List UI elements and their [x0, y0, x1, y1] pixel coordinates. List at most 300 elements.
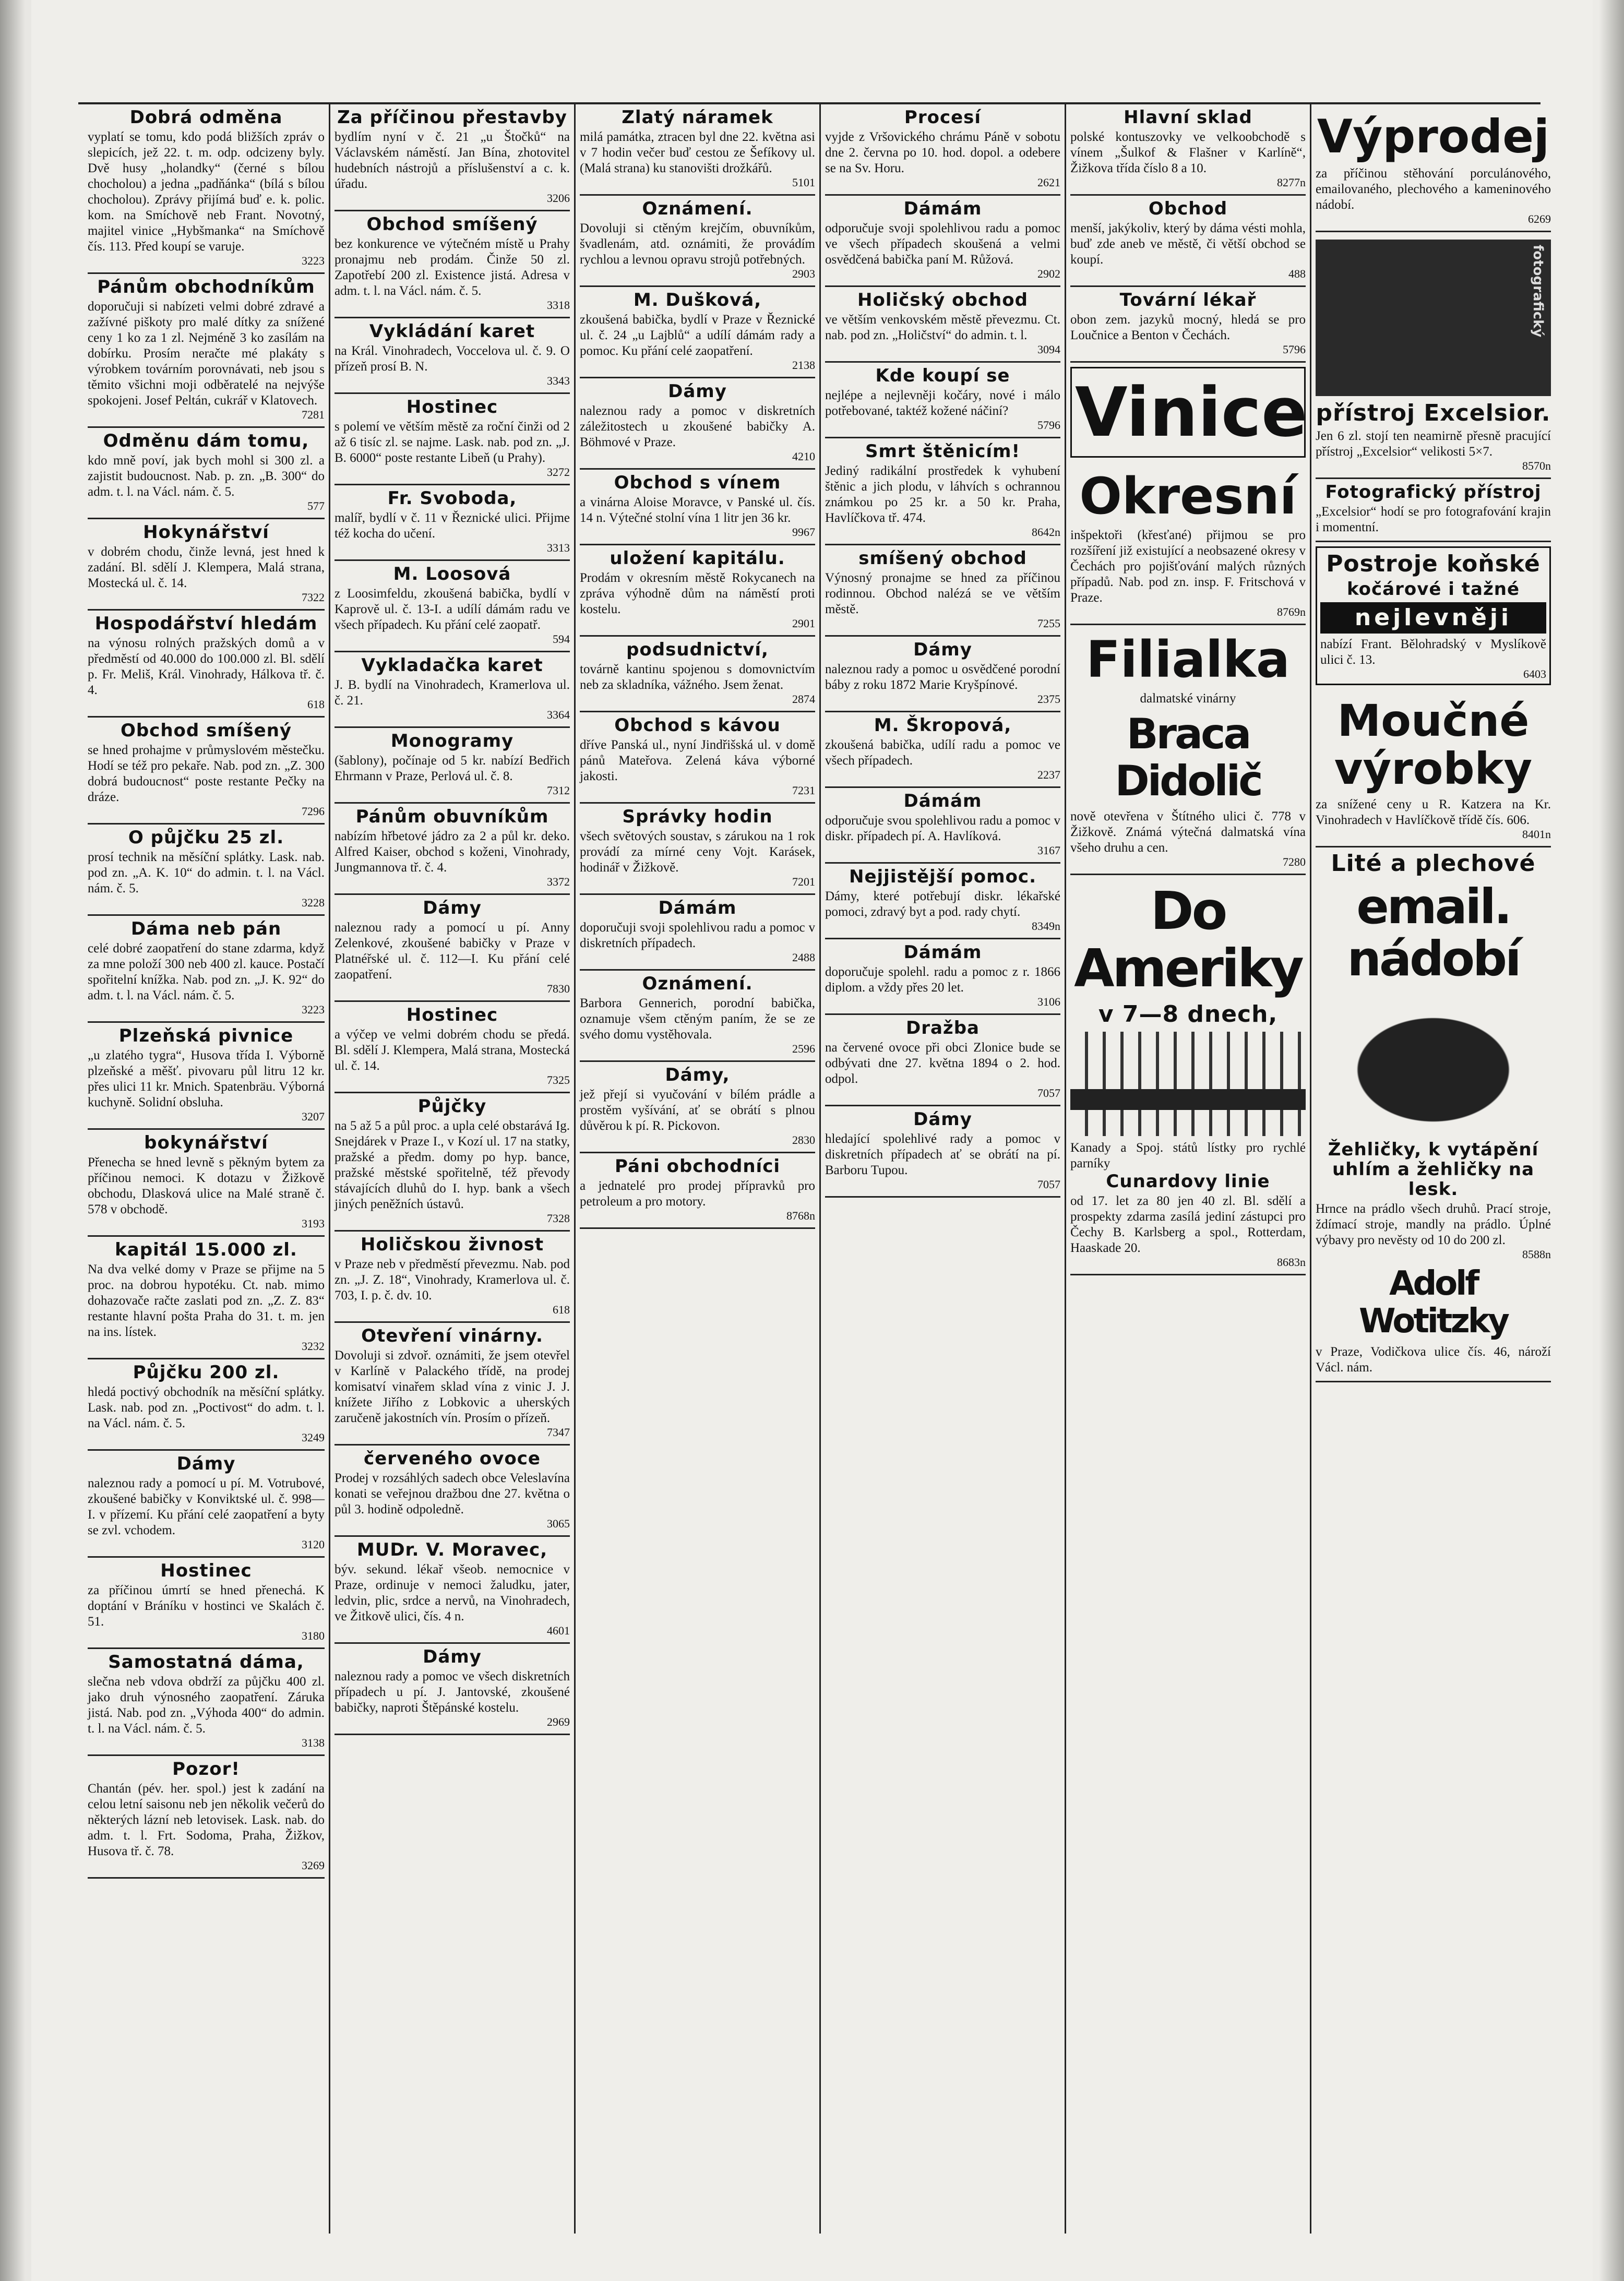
- ad-body: býv. sekund. lékař všeob. nemocnice v Praze, ordinuje v nemoci žaludku, jater, ledvin, plic, srdce a nervů, na Vinohradech, ve Žitkově ulici, čís. 4 n.: [335, 1562, 570, 1623]
- amerika-note: od 17. let za 80 jen 40 zl. Bl. sdělí a prospekty zdarma zasílá jediní zástupci pro Čechy B. Karlsberg a spol., Rotterdam, Haaskade 20.: [1070, 1194, 1306, 1255]
- ad-body: Prodej v rozsáhlých sadech obce Veleslavína konati se veřejnou dražbou dne 27. května o půl 3. hodině odpoledně.: [335, 1471, 570, 1516]
- ad-number: 8768n: [786, 1209, 815, 1222]
- ad-body: Chantán (pév. her. spol.) jest k zadání na celou letní saisonu neb jen několik večerů do některých lázní neb letovisek. Lask. nab. do adm. t. l. Frt. Sodoma, Praha, Žižkov, Husova tř. č. 78.: [88, 1782, 325, 1858]
- ad-title: Plzeňská pivnice: [118, 1025, 294, 1046]
- classified-ad: [825, 1015, 1060, 1106]
- ad-title: Hostinec: [160, 1560, 252, 1581]
- ad-title: Dámy: [913, 1109, 972, 1130]
- ad-body: s polemí ve větším městě za roční činži od 2 až 6 tisíc zl. se najme. Lask. nab. pod zn. „J. B. 6000“ poste restante Libeň (u Prahy).: [335, 420, 570, 465]
- ad-number: 3272: [547, 465, 570, 479]
- ad-body: milá památka, ztracen byl dne 22. května asi v 7 hodin večer buď cestou ze Šefíkovy ul. (Malá strana) ku stanovišti drožkářů.: [580, 130, 815, 175]
- classified-ad: [825, 712, 1060, 788]
- vyprodej-body: za příčinou stěhování porculánového, emailovaného, plechového a kameninového nádobí.: [1316, 166, 1551, 212]
- classified-ad: [88, 1130, 325, 1237]
- ad-title: Dobrá odměna: [129, 107, 283, 128]
- ad-amerika: [1070, 875, 1306, 1275]
- ad-title: Fr. Svoboda,: [387, 488, 517, 509]
- ad-body: Dovoluji si ctěným krejčím, obuvníkům, švadlenám, atd. oznámiti, že provádím rychlou a levnou opravu strojů potřebných.: [580, 221, 815, 267]
- ad-number: 618: [553, 1303, 570, 1316]
- ad-title: uložení kapitálu.: [610, 548, 785, 569]
- filialka-title: Filialka: [1086, 630, 1290, 689]
- ad-number: 7328: [547, 1212, 570, 1225]
- zehlicky-body: Hrnce na prádlo všech druhů. Prací stroje, ždímací stroje, mandly na prádlo. Úplné výbavy pro nevěsty od 10 do 200 zl.: [1316, 1202, 1551, 1247]
- okresni-title: Okresní: [1079, 467, 1297, 526]
- fotograficky-title: Fotografický přístroj: [1325, 482, 1542, 503]
- ad-number: 3180: [302, 1629, 325, 1642]
- classified-ad: [335, 1537, 570, 1644]
- ad-body: Na dva velké domy v Praze se přijme na 5 proc. na dobrou hypotéku. Ct. nab. mimo dohazovače račte zaslati pod zn. „Z. Z. 83“ restante hlavní pošta Praha do 31. t. m. jen na ins. lístek.: [88, 1262, 325, 1339]
- ad-body: obon zem. jazyků mocný, hledá se pro Loučnice a Benton v Čechách.: [1070, 313, 1306, 342]
- classified-ad: [335, 895, 570, 1002]
- classified-ad: [88, 1451, 325, 1558]
- braca-body: nově otevřena v Štítného ulici č. 778 v Žižkově. Známá výtečná dalmatská vína všeho druhu a cen.: [1070, 809, 1306, 855]
- classified-ad: [580, 287, 815, 378]
- excelsior-title: přístroj Excelsior.: [1316, 400, 1551, 426]
- moucne-body: za snížené ceny u R. Katzera na Kr. Vinohradech v Havlíčkově třídě čís. 606.: [1316, 797, 1551, 827]
- email-big: email. nádobí: [1347, 879, 1520, 987]
- ad-body: naleznou rady a pomoc ve všech diskretních případech u pí. J. Jantovské, zkoušené babičky, naproti Štěpánské kostelu.: [335, 1669, 570, 1715]
- classified-ad: [580, 378, 815, 470]
- classified-ad: [335, 804, 570, 895]
- ad-number: 2596: [792, 1042, 815, 1055]
- ad-number: 3120: [302, 1538, 325, 1551]
- ad-title: M. Škropová,: [874, 715, 1012, 736]
- classified-ad: [335, 1446, 570, 1537]
- ad-title: Za příčinou přestavby: [337, 107, 567, 128]
- ad-title: Půjčky: [417, 1096, 487, 1117]
- ad-title: O půjčku 25 zl.: [128, 827, 284, 848]
- column-3: [574, 104, 819, 2234]
- steamship-illustration: [1070, 1032, 1306, 1136]
- ad-body: odporučuje svoji spolehlivou radu a pomoc ve všech případech skoušená a velmi osvědčená babička paní M. Růžová.: [825, 221, 1060, 267]
- classified-ad: [580, 804, 815, 895]
- ad-title: Pánům obuvníkům: [355, 806, 549, 827]
- ad-number: 5796: [1037, 419, 1060, 432]
- filialka-sub: dalmatské vinárny: [1140, 691, 1236, 706]
- ad-number: 7296: [302, 805, 325, 818]
- ad-number: 3269: [302, 1859, 325, 1872]
- ad-number: 2621: [1037, 176, 1060, 189]
- ad-number: 618: [307, 698, 325, 711]
- classified-ad: [335, 485, 570, 561]
- ad-body: polské kontuszovky ve velkoobchodě s vínem „Šulkof & Flašner v Karlíně“, Žižkova třída číslo 8 a 10.: [1070, 130, 1306, 175]
- vinice-title: Vinice: [1075, 373, 1308, 452]
- ad-body: prosí technik na měsíční splátky. Lask. nab. pod zn. „A. K. 10“ do admin. t. l. na Václ. nám. č. 5.: [88, 850, 325, 895]
- ad-body: hledá poctivý obchodník na měsíční splátky. Lask. nab. pod zn. „Poctivost“ do adm. t. l. na Václ. nám. č. 5.: [88, 1385, 325, 1430]
- ad-vinice: [1070, 367, 1306, 458]
- wotitzky-number: 8588n: [1522, 1248, 1551, 1261]
- ad-body: na 5 až 5 a půl proc. a upla celé obstarává Ig. Snejdárek v Praze I., v Kozí ul. 17 na statky, pražské a předm. domy po hyp. bance, pražské městské spořitelně, též převody stávajících dluhů do I. hyp. bank a všech jiných peněžních ústavů.: [335, 1119, 570, 1211]
- ad-number: 2488: [792, 951, 815, 964]
- ad-title: Hlavní sklad: [1124, 107, 1252, 128]
- ad-title: Půjčku 200 zl.: [133, 1362, 280, 1383]
- ad-title: Hostinec: [406, 1005, 498, 1025]
- classified-ad: [825, 196, 1060, 287]
- ad-title: Obchod smíšený: [366, 214, 538, 235]
- ad-body: z Loosimfeldu, zkoušená babička, bydlí v Kaprově ul. č. 13-I. a udílí dámám radu ve všech případech. Ku přání celé zaopatř.: [335, 587, 570, 632]
- classified-ad: [88, 519, 325, 611]
- ad-number: 577: [307, 499, 325, 512]
- ad-body: všech světových soustav, s zárukou na 1 rok provádí za mírné ceny Vojt. Karásek, hodinář v Žižkově.: [580, 829, 815, 875]
- ad-number: 3223: [302, 1003, 325, 1016]
- ad-excelsior: [1316, 232, 1551, 479]
- wotitzky-address: v Praze, Vodičkova ulice čís. 46, nároží Václ. nám.: [1316, 1345, 1551, 1375]
- postroje-sub: kočárové i tažné: [1346, 579, 1520, 600]
- ad-number: 4210: [792, 450, 815, 463]
- ad-body: „u zlatého tygra“, Husova třída I. Výborně plzeňské a měšť. pivovaru půl litru 12 kr. přes ulici 11 kr. Mnich. Spatenbräu. Výborná kuchyně. Solidní obsluha.: [88, 1048, 325, 1109]
- ad-number: 2237: [1037, 768, 1060, 781]
- classified-ad: [335, 1093, 570, 1232]
- ad-number: 3232: [302, 1340, 325, 1353]
- excelsior-body: Jen 6 zl. stojí ten neamirně přesně pracující přístroj „Excelsior“ velikosti 5×7.: [1316, 429, 1551, 459]
- ad-body: ve větším venkovském městě převezmu. Ct. nab. pod zn. „Holičství“ do admin. t. l.: [825, 313, 1060, 342]
- ad-title: Pánům obchodníkům: [97, 277, 315, 297]
- ad-title: Holičský obchod: [857, 290, 1028, 310]
- ad-title: Vykládání karet: [369, 321, 535, 342]
- ad-number: 488: [1288, 267, 1306, 280]
- ad-number: 3223: [302, 254, 325, 267]
- ad-title: Oznámení.: [642, 973, 753, 994]
- column-2: [329, 104, 574, 2234]
- ad-number: 3313: [547, 541, 570, 554]
- ad-body: dříve Panská ul., nyní Jindřišská ul. v domě pánů Mateřova. Zelená káva výborné jakosti.: [580, 738, 815, 783]
- postroje-number: 6403: [1523, 667, 1546, 680]
- ad-title: M. Loosová: [393, 564, 511, 584]
- classified-ad: [88, 274, 325, 428]
- ad-title: Dámy: [668, 381, 727, 402]
- ad-body: nabízím hřbetové jádro za 2 a půl kr. deko. Alfred Kaiser, obchod s koženi, Vinohrady, Jungmannova tř. č. 4.: [335, 829, 570, 875]
- ad-number: 4601: [547, 1624, 570, 1637]
- ad-body: celé dobré zaopatření do stane zdarma, když za mne položí 300 neb 400 zl. kauce. Postačí spořitelní knížka. Nab. pod zn. „J. K. 92“ do adm. t. l. na Václ. nám. č. 5.: [88, 941, 325, 1002]
- postroje-price: nejlevněji: [1320, 602, 1546, 634]
- ad-body: naleznou rady a pomoc u osvědčené porodní báby z roku 1872 Marie Kryšpínové.: [825, 662, 1060, 692]
- ad-title: Dámám: [903, 942, 982, 963]
- ad-body: malíř, bydlí v č. 11 v Řeznické ulici. Přijme též kocha do učení.: [335, 511, 570, 541]
- ad-number: 8642n: [1032, 526, 1060, 539]
- classified-ad: [825, 438, 1060, 545]
- postroje-body: nabízí Frant. Bělohradský v Myslíkově ulici č. 13.: [1320, 637, 1546, 667]
- classified-ad: [580, 712, 815, 804]
- ad-body: doporučuje spolehl. radu a pomoc z r. 1866 diplom. a vždy přes 20 let.: [825, 965, 1060, 995]
- amerika-sub: v 7—8 dnech,: [1098, 1001, 1278, 1028]
- ad-number: 3106: [1037, 995, 1060, 1008]
- classified-ad: [580, 196, 815, 287]
- ad-body: v Praze neb v předměstí převezmu. Nab. pod zn. „J. Z. 18“, Vinohrady, Kramerlova ul. č. 703, I. p. č. dv. 10.: [335, 1257, 570, 1303]
- ad-body: Barbora Gennerich, porodní babička, oznamuje všem ctěným paním, že se ze svého domu vystěhovala.: [580, 996, 815, 1042]
- ad-number: 8349n: [1032, 919, 1060, 933]
- ad-title: kapitál 15.000 zl.: [115, 1239, 297, 1260]
- ad-title: M. Dušková,: [633, 290, 762, 310]
- ad-number: 8277n: [1277, 176, 1306, 189]
- ad-body: továrně kantinu spojenou s domovnictvím neb za skladníka, vážného. Jsem ženat.: [580, 662, 815, 692]
- classified-ad: [825, 788, 1060, 864]
- ad-number: 3249: [302, 1431, 325, 1444]
- classified-ad: [88, 1649, 325, 1756]
- ad-body: na výnosu rolných pražských domů a v předměstí od 40.000 do 100.000 zl. Bl. sdělí p. Fr. Meliš, Král. Vinohrady, Hálkova tř. č. 4.: [88, 636, 325, 697]
- ad-number: 2375: [1037, 692, 1060, 706]
- ad-number: 7231: [792, 784, 815, 797]
- ad-body: na červené ovoce při obci Zlonice bude se odbývati dne 27. května 1894 o 2. hod. odpol.: [825, 1041, 1060, 1086]
- classified-ad: [88, 718, 325, 825]
- ad-title: Hostinec: [406, 397, 498, 417]
- ad-body: a vinárna Aloise Moravce, v Panské ul. čís. 14 n. Výtečné stolní vína 1 litr jen 36 kr.: [580, 495, 815, 525]
- ad-title: Nejjistější pomoc.: [849, 866, 1036, 887]
- ad-number: 7255: [1037, 617, 1060, 630]
- ad-body: vyplatí se tomu, kdo podá bližších zpráv o slepicích, jež 22. t. m. odp. odcizeny byly. Dvě husy „holandky“ (černé s bílou chocholou) a jedna „padňánka“ (bílá s bílou chocholou). Zprávy přijímá buď e. k. polic. kom. na Smíchově neb Frant. Novotný, majitel vinice „Hybšmanka“ na Smíchově čís. 113. Před koupí se varuje.: [88, 130, 325, 254]
- ad-number: 2138: [792, 359, 815, 372]
- ad-body: naleznou rady a pomocí u pí. M. Votrubové, zkoušené babičky v Konviktské ul. č. 998—I. v přízemí. Ku přání celé zaopatření a byty se zvl. vchodem.: [88, 1476, 325, 1537]
- ad-title: Dáma neb pán: [130, 918, 282, 939]
- ad-title: Obchod s kávou: [614, 715, 781, 736]
- ad-number: 3138: [302, 1736, 325, 1749]
- ad-body: zkoušená babička, udílí radu a pomoc ve všech případech.: [825, 738, 1060, 768]
- page-edge-right: [1593, 0, 1624, 2281]
- classified-ad: [825, 104, 1060, 196]
- classified-ad: [88, 1558, 325, 1649]
- classified-ad: [88, 104, 325, 274]
- ad-number: 3318: [547, 298, 570, 312]
- classified-ad: [335, 1232, 570, 1323]
- classified-ad: [335, 561, 570, 652]
- ad-postroje: [1316, 546, 1551, 685]
- classified-ad: [580, 104, 815, 196]
- vyprodej-number: 6269: [1528, 212, 1551, 225]
- ad-body: kdo mně poví, jak bych mohl si 300 zl. a zajistit budoucnost. Nab. p. zn. „B. 300“ do adm. t. l. na Václ. nám. č. 5.: [88, 453, 325, 499]
- ad-title: Pozor!: [172, 1759, 240, 1780]
- ad-title: Monogramy: [390, 731, 514, 751]
- ad-title: Dámy: [423, 1646, 482, 1667]
- camera-illustration: [1316, 240, 1551, 396]
- classified-ad: [88, 1023, 325, 1130]
- ad-filialka: [1070, 625, 1306, 875]
- classified-ad: [335, 104, 570, 211]
- ad-body: naleznou rady a pomoc v diskretních záležitostech u zkoušené babičky A. Böhmové v Praze.: [580, 404, 815, 449]
- ad-number: 7057: [1037, 1178, 1060, 1191]
- ad-number: 3065: [547, 1517, 570, 1530]
- ad-number: 3094: [1037, 343, 1060, 356]
- classified-ad: [335, 652, 570, 728]
- ad-title: Dámy: [423, 898, 482, 918]
- ad-title: bokynářství: [144, 1132, 268, 1153]
- braca-number: 7280: [1283, 855, 1306, 868]
- ad-title: Oznámení.: [642, 198, 753, 219]
- ad-body: odporučuje svou spolehlivou radu a pomoc v diskr. případech pí. A. Havlíková.: [825, 814, 1060, 843]
- column-1: [83, 104, 329, 2234]
- fotograficky-body: „Excelsior“ hodí se pro fotografování krajin i momentní.: [1316, 505, 1551, 534]
- ad-title: Procesí: [904, 107, 982, 128]
- ad-title: Obchod: [1148, 198, 1228, 219]
- ad-body: za příčinou úmrtí se hned přenechá. K doptání v Bráníku v hostinci ve Skalách č. 51.: [88, 1583, 325, 1629]
- zehlicky-title: Žehličky, k vytápění uhlím a žehličky na lesk.: [1328, 1139, 1539, 1200]
- okresni-body: inšpektoři (křesťané) přijmou se pro rozšíření již existující a neobsazené okresy v Čechách pro pojišťování malých různých případů. Nab. pod zn. insp. F. Fritschová v Praze.: [1070, 528, 1306, 605]
- ad-title: podsudnictví,: [626, 639, 769, 660]
- ad-fotograficky: [1316, 479, 1551, 542]
- ad-body: Výnosný pronajme se hned za příčinou rodinnou. Obchod nalézá se ve větším městě.: [825, 571, 1060, 616]
- ad-title: Dámy: [913, 639, 972, 660]
- amerika-number: 8683n: [1277, 1256, 1306, 1269]
- ad-number: 2830: [792, 1133, 815, 1147]
- ad-body: Přenecha se hned levně s pěkným bytem za příčinou nemoci. K dotazu v Žižkově obchodu, Dlasková ulice na Malé straně č. 578 v obchodě.: [88, 1155, 325, 1216]
- ad-number: 7312: [547, 784, 570, 797]
- ad-body: vyjde z Vršovického chrámu Páně v sobotu dne 2. června po 10. hod. dopol. a odebere se na Sv. Horu.: [825, 130, 1060, 175]
- ad-title: smíšený obchod: [858, 548, 1027, 569]
- classified-ad: [825, 939, 1060, 1015]
- classified-ad: [580, 971, 815, 1062]
- ad-title: MUDr. V. Moravec,: [356, 1539, 548, 1560]
- moucne-number: 8401n: [1522, 828, 1551, 841]
- amerika-title: Do Ameriky: [1074, 880, 1302, 999]
- ad-body: a výčep ve velmi dobrém chodu se předá. Bl. sdělí J. Klempera, Malá strana, Mostecká ul. č. 14.: [335, 1028, 570, 1073]
- ad-title: Tovární lékař: [1119, 290, 1257, 310]
- ad-number: 2902: [1037, 267, 1060, 280]
- ad-body: naleznou rady a pomocí u pí. Anny Zelenkové, zkoušené babičky v Praze v Platnéřské ul. č. 112—I. Ku přání celé zaopatření.: [335, 921, 570, 982]
- classified-ad: [335, 1002, 570, 1093]
- classified-ad: [335, 1644, 570, 1735]
- ad-number: 3364: [547, 708, 570, 721]
- ad-title: Dražba: [905, 1018, 980, 1038]
- ad-body: v dobrém chodu, činže levná, jest hned k zadání. Bl. sdělí J. Klempera, Malá strana, Mostecká ul. č. 14.: [88, 545, 325, 590]
- ad-body: nejlépe a nejlevněji kočáry, nové i málo potřebované, taktéž kožené náčiní?: [825, 388, 1060, 418]
- ad-number: 3207: [302, 1110, 325, 1123]
- ad-body: jež přejí si vyučování v bílém prádle a prostěm vyšívání, ať se obrátí s plnou důvěrou k pí. R. Pickovon.: [580, 1088, 815, 1133]
- ad-body: Jediný radikální prostředek k vyhubení štěnic a jich plodu, v láhvích s ochrannou známkou po 25 kr. a 50 kr. Praha, Havlíčkova tř. 474.: [825, 464, 1060, 525]
- classified-ad: [335, 211, 570, 318]
- ad-hlavni-sklad: [1070, 104, 1306, 196]
- ad-body: Dovoluji si zdvoř. oznámiti, že jsem otevřel v Karlíně v Palackého třídě, na prodej komisatví vinařem sklad vína z vinic J. J. knížete Jiřího z Lobkovic a uherských zaručeně jakostních vín. Prosím o přízeň.: [335, 1348, 570, 1425]
- page-edge-left: [0, 0, 31, 2281]
- classified-ad: [88, 1237, 325, 1359]
- ad-number: 5796: [1283, 343, 1306, 356]
- ad-body: slečna neb vdova obdrží za půjčku 400 zl. jako druh výnosného zaopatření. Záruka jistá. Nab. pod zn. „Výhoda 400“ do admin. t. l. na Václ. nám. č. 5.: [88, 1675, 325, 1736]
- ad-vyprodej: [1316, 104, 1551, 232]
- column-5: [1065, 104, 1310, 2234]
- ad-moucne: [1316, 689, 1551, 847]
- ad-okresni: [1070, 462, 1306, 625]
- ad-title: červeného ovoce: [364, 1448, 541, 1469]
- ad-body: Dámy, které potřebují diskr. lékařské pomoci, zdravý byt a pod. rady chytí.: [825, 889, 1060, 919]
- ad-title: Hokynářství: [143, 522, 269, 543]
- classified-ad: [580, 1062, 815, 1153]
- classified-ad: [825, 1106, 1060, 1198]
- kettle-illustration: [1316, 989, 1551, 1136]
- ad-title: Samostatná dáma,: [108, 1652, 304, 1673]
- ad-title: Dámám: [658, 898, 737, 918]
- ad-number: 2969: [547, 1715, 570, 1728]
- ad-title: Dámám: [903, 791, 982, 811]
- ad-title: Kde koupí se: [875, 365, 1010, 386]
- ad-title: Páni obchodníci: [614, 1156, 781, 1177]
- ad-title: Obchod s vínem: [614, 472, 781, 493]
- ad-number: 2874: [792, 692, 815, 706]
- ad-number: 3372: [547, 875, 570, 888]
- classified-ad: [88, 1359, 325, 1451]
- ad-number: 7057: [1037, 1086, 1060, 1100]
- ad-number: 7830: [547, 982, 570, 995]
- newspaper-columns: [83, 104, 1555, 2234]
- classified-ad: [88, 916, 325, 1023]
- classified-ad: [580, 895, 815, 971]
- ad-number: 3193: [302, 1217, 325, 1230]
- classified-ad: [825, 864, 1060, 939]
- ad-body: doporučuji svoji spolehlivou radu a pomoc v diskretních případech.: [580, 921, 815, 950]
- ad-body: hledající spolehlivé rady a pomoc v diskretních případech ať se obrátí na pí. Barboru Tupou.: [825, 1132, 1060, 1177]
- ad-title: Správky hodin: [622, 806, 773, 827]
- ad-body: bez konkurence ve výtečném místě u Prahy pronajmu neb prodám. Činže 50 zl. Zapotřebí 200 zl. Existence jistá. Adresa v adm. t. l. na Václ. nám. č. 5.: [335, 237, 570, 298]
- classified-ad: [825, 287, 1060, 363]
- ad-number: 3167: [1037, 844, 1060, 857]
- ad-title: Vykladačka karet: [361, 655, 543, 676]
- postroje-title: Postroje koňské: [1326, 551, 1541, 577]
- okresni-number: 8769n: [1277, 605, 1306, 618]
- ad-title: Odměnu dám tomu,: [103, 431, 309, 451]
- ad-number: 7281: [302, 408, 325, 421]
- ad-number: 5101: [792, 176, 815, 189]
- classified-ad: [335, 728, 570, 804]
- vyprodej-title: Výprodej: [1317, 110, 1550, 163]
- ad-number: 7347: [547, 1426, 570, 1439]
- classified-ad: [335, 318, 570, 394]
- ad-number: 7201: [792, 875, 815, 888]
- classified-ad: [580, 1153, 815, 1229]
- ad-body: se hned prohajme v průmyslovém městečku. Hodí se též pro pekaře. Nab. pod zn. „Z. 300 dobrá budoucnost“ poste restante Pečky na dráze.: [88, 743, 325, 804]
- ad-title: Smrt štěnicím!: [865, 441, 1020, 462]
- ad-title: Hospodářství hledám: [94, 613, 318, 634]
- ad-title: Holičskou živnost: [360, 1234, 544, 1255]
- fotograficky-label: fotografický: [1530, 245, 1546, 338]
- ad-body: zkoušená babička, bydlí v Praze v Řeznické ul. č. 24 „u Lajblů“ a udílí dámám rady a pomoc. Ku přání celé zaopatření.: [580, 313, 815, 358]
- column-6: [1310, 104, 1555, 2234]
- ad-title: Obchod smíšený: [120, 720, 292, 741]
- ad-number: 3343: [547, 374, 570, 387]
- excelsior-number: 8570n: [1522, 459, 1551, 472]
- ad-number: 7325: [547, 1073, 570, 1086]
- ad-body: J. B. bydlí na Vinohradech, Kramerlova ul. č. 21.: [335, 678, 570, 708]
- ad-number: 2903: [792, 267, 815, 280]
- ad-title: Dámy: [176, 1453, 236, 1474]
- ad-body: bydlím nyní v č. 21 „u Štočků“ na Václavském náměstí. Jan Bína, zhotovitel hudebních nástrojů a příslušenství a c. k. úřadu.: [335, 130, 570, 191]
- ad-number: 3206: [547, 192, 570, 205]
- classified-ad: [825, 545, 1060, 637]
- classified-ad: [88, 1756, 325, 1879]
- classified-ad: [335, 394, 570, 485]
- email-title: Lité a plechové: [1331, 850, 1536, 877]
- ad-title: Dámy,: [665, 1065, 730, 1085]
- classified-ad: [580, 545, 815, 637]
- wotitzky-name: Adolf Wotitzky: [1359, 1264, 1508, 1341]
- ad-number: 2901: [792, 617, 815, 630]
- classified-ad: [88, 428, 325, 519]
- ad-number: 7322: [302, 591, 325, 604]
- classified-ad: [825, 637, 1060, 712]
- classified-ad: [580, 637, 815, 712]
- classified-ad: [88, 611, 325, 718]
- ad-title: Dámám: [903, 198, 982, 219]
- ad-body: (šablony), počínaje od 5 kr. nabízí Bedřich Ehrmann v Praze, Perlová ul. č. 8.: [335, 754, 570, 783]
- classified-ad: [580, 470, 815, 545]
- amerika-body: Kanady a Spoj. států lístky pro rychlé parníky: [1070, 1141, 1306, 1171]
- ad-number: 594: [553, 632, 570, 646]
- classified-ad: [88, 825, 325, 916]
- moucne-title: Moučné výrobky: [1334, 695, 1533, 794]
- ad-body: menší, jakýkoliv, který by dáma vésti mohla, buď zde aneb ve městě, či větší obchod se koupí.: [1070, 221, 1306, 267]
- ad-obchod: [1070, 196, 1306, 287]
- ad-tovarni-lekar: [1070, 287, 1306, 363]
- ad-title: Zlatý náramek: [622, 107, 773, 128]
- classified-ad: [335, 1323, 570, 1446]
- column-4: [819, 104, 1065, 2234]
- ad-number: 9967: [792, 526, 815, 539]
- ad-title: Otevření vinárny.: [361, 1325, 543, 1346]
